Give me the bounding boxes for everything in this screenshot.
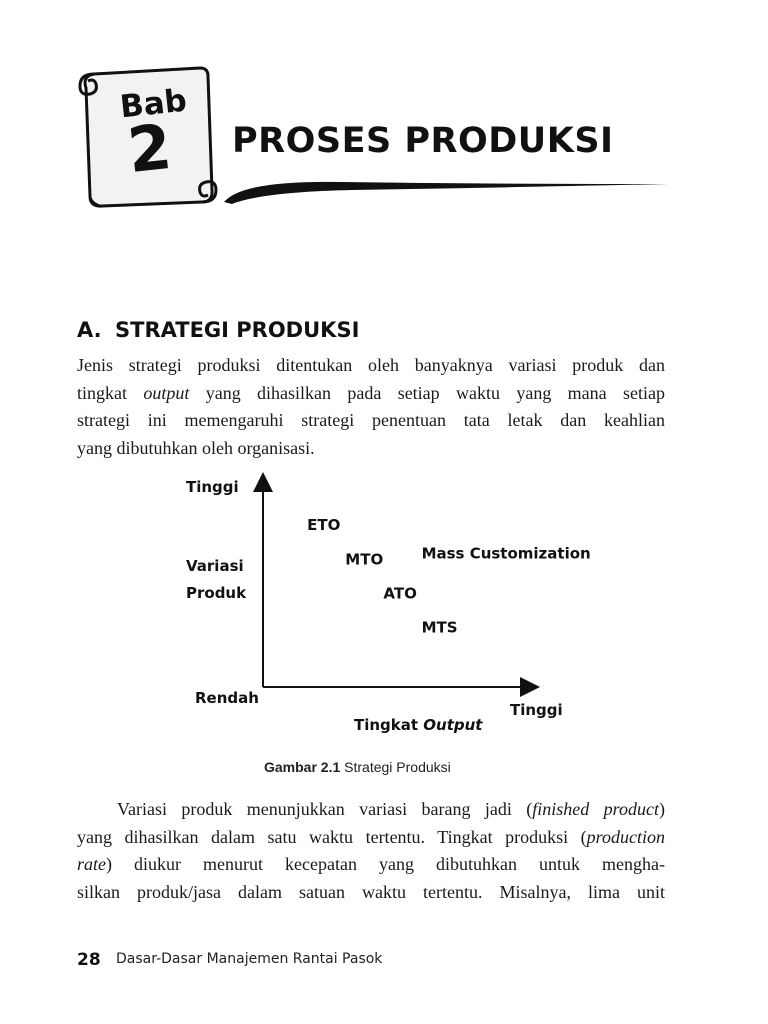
- y-axis-high-label: Tinggi: [186, 478, 239, 496]
- intro-paragraph: [77, 352, 665, 462]
- section-title: STRATEGI PRODUKSI: [115, 318, 360, 342]
- chart-point-mass-customization: Mass Customization: [421, 544, 591, 563]
- chart-point-eto: ETO: [307, 516, 341, 535]
- y-axis-label-line1: Variasi: [186, 557, 244, 575]
- y-axis-low-label: Rendah: [195, 689, 259, 707]
- strategy-chart: [150, 470, 610, 740]
- chapter-number: 2: [124, 109, 175, 188]
- intro-line-3: strategi ini memengaruhi strategi penentuan tata letak dan keahlian: [77, 410, 665, 430]
- intro-line-1: Jenis strategi produksi ditentukan oleh banyaknya variasi produk dan: [77, 355, 665, 375]
- body-line-2: yang dihasilkan dalam satu waktu tertentu. Tingkat produksi (production: [77, 826, 665, 847]
- chart-point-ato: ATO: [383, 584, 417, 603]
- body-line-1: Variasi produk menunjukkan variasi barang jadi (finished product): [117, 799, 666, 819]
- book-title: Dasar-Dasar Manajemen Rantai Pasok: [116, 951, 383, 967]
- intro-line-4: yang dibutuhkan oleh organisasi.: [77, 437, 315, 458]
- section-letter: A.: [77, 318, 102, 342]
- intro-line-2: tingkat output yang dihasilkan pada setiap waktu yang mana setiap: [77, 382, 665, 403]
- chart-point-mto: MTO: [345, 550, 384, 569]
- x-axis-high-label: Tinggi: [510, 701, 563, 719]
- y-axis-label-line2: Produk: [186, 584, 247, 602]
- page-number: 28: [77, 950, 101, 970]
- section-heading: [77, 318, 359, 342]
- body-paragraph: [77, 796, 665, 906]
- title-swoosh: [222, 176, 670, 206]
- chart-points: [307, 516, 591, 637]
- body-line-4: silkan produk/jasa dalam satuan waktu tertentu. Misalnya, lima unit: [77, 881, 665, 902]
- chart-point-mts: MTS: [421, 618, 458, 637]
- chapter-label: Bab: [118, 82, 189, 126]
- chapter-title: PROSES PRODUKSI: [232, 121, 614, 161]
- x-axis-label: Tingkat Output: [354, 716, 483, 734]
- body-line-3: rate) diukur menurut kecepatan yang dibutuhkan untuk mengha-: [77, 854, 665, 874]
- figure-caption: Gambar 2.1 Strategi Produksi: [264, 759, 451, 775]
